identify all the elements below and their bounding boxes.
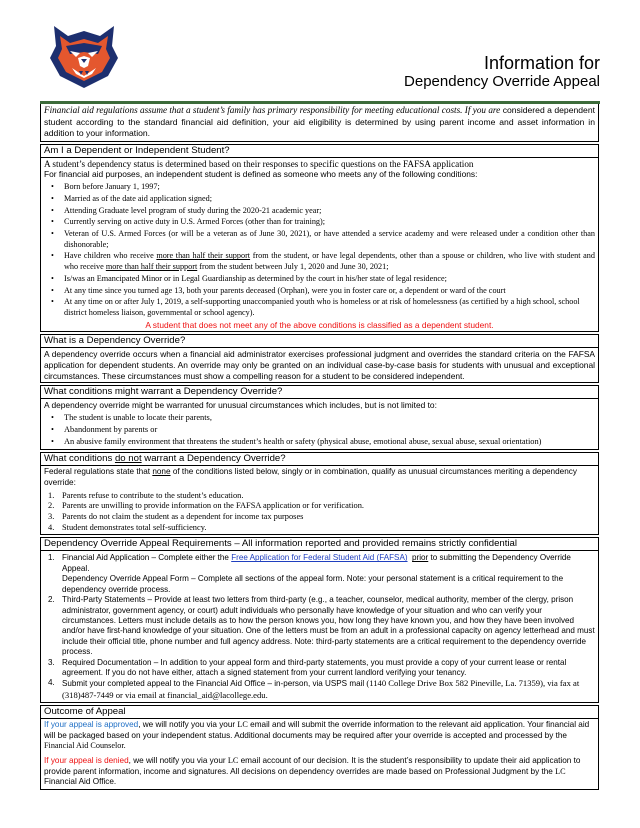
approved-paragraph xyxy=(44,720,595,752)
item-text: Required Documentation – In addition to your appeal form and third-party statements, you must provide a copy of your current lease or rental agreement. If you do not have either, attach a signed statement from your current landlord verifying your tenancy. xyxy=(62,657,567,677)
college-wildcat-logo xyxy=(48,24,120,90)
children-underline: more than half their support xyxy=(105,262,198,272)
list-item: • At any time on or after July 1, 2019, a self-supporting unaccompanied youth who is homeless or at risk of homelessness (as certified by a high school, school district homeless liaison, governmental or school agency). xyxy=(64,297,595,318)
list-item: • Attending Graduate level program of study during the 2020-21 academic year; xyxy=(64,206,595,217)
list-item: • Currently serving on active duty in U.S. Armed Forces (other than for training); xyxy=(64,217,595,228)
children-underline: more than half their support xyxy=(156,251,251,261)
denied-paragraph xyxy=(44,756,595,788)
children-text: from the student, or have legal dependents, other than a spouse or children, who live with student and who receive xyxy=(64,251,595,272)
list-item: • An abusive family environment that threatens the student’s health or safety (physical abuse, emotional abuse, sexual abuse, sexual orientation) xyxy=(64,437,595,448)
list-item xyxy=(48,553,595,595)
list-item xyxy=(64,251,595,272)
list-item: • At any time since you turned age 13, both your parents deceased (Orphan), were you in foster care or, a dependent or ward of the court xyxy=(64,286,595,297)
item-number: 4. xyxy=(48,678,55,688)
appeal-form-text: Dependency Override Appeal Form – Complete all sections of the appeal form. Note: your personal statement is a critical requirement to the dependency override process. xyxy=(62,574,564,594)
dependent-p2: For financial aid purposes, an independent student is defined as someone who meets any of the following conditions: xyxy=(44,169,478,180)
list-item: • Born before January 1, 1997; xyxy=(64,182,595,193)
outcome-text: LC xyxy=(237,720,248,730)
item-text: Parents are unwilling to provide information on the FAFSA application or for verification. xyxy=(62,501,364,511)
title-line-2: Dependency Override Appeal xyxy=(404,73,600,90)
list-item xyxy=(48,595,595,657)
item-text: – Complete either the xyxy=(149,553,232,563)
item-address: (1140 College Drive Box 582 Pineville, La. 71359), via fax at (318)487-7449 or via email at financial_aid@lacollege.edu. xyxy=(62,678,580,700)
item-label: Financial Aid Application xyxy=(62,553,150,563)
list-item xyxy=(48,657,595,679)
list-item: • Abandonment by parents or xyxy=(64,425,595,436)
outcome-text: LC xyxy=(227,755,239,765)
not-warrant-section xyxy=(40,466,599,535)
list-item: • Married as of the date aid application signed; xyxy=(64,194,595,205)
warrant-heading: What conditions might warrant a Dependency Override? xyxy=(40,385,599,399)
independent-conditions-list xyxy=(44,182,595,318)
not-warrant-list xyxy=(44,491,595,534)
document-title xyxy=(404,53,600,91)
dependent-note: A student that does not meet any of the above conditions is classified as a dependent student. xyxy=(145,319,494,330)
item-text: Student demonstrates total self-sufficiency. xyxy=(62,522,207,532)
children-text: Have children who receive xyxy=(64,251,157,261)
intro-italic: Financial aid regulations assume that a student’s family has primary responsibility for meeting educational costs. If you are xyxy=(44,105,501,115)
override-heading: What is a Dependency Override? xyxy=(40,334,599,348)
children-text: from the student between July 1, 2020 and June 30, 2021; xyxy=(197,262,389,272)
outcome-text: Financial Aid Counselor. xyxy=(44,741,126,751)
heading-text: warrant a Dependency Override? xyxy=(141,453,286,465)
item-number: 2. xyxy=(48,595,55,605)
item-underline: prior xyxy=(412,553,429,563)
item-number: 1. xyxy=(48,553,55,563)
document-body xyxy=(40,104,599,790)
title-line-1: Information for xyxy=(483,53,600,73)
override-definition: A dependency override occurs when a financial aid administrator exercises professional judgment and overrides the standard criteria on the FAFSA application for dependent students. An override may only be granted on an individual case-by-case basis for students with unusual and exceptional circumstances. These circumstances must show a compelling reason for a student to be considered independent. xyxy=(40,348,599,383)
outcome-text: , we will notify you via your xyxy=(138,720,238,730)
warrant-lead: A dependency override might be warranted for unusual circumstances which includes, but is not limited to: xyxy=(44,400,437,411)
item-number: 1. xyxy=(48,490,55,500)
requirements-section xyxy=(40,551,599,703)
list-item xyxy=(48,501,595,512)
list-item xyxy=(48,678,595,701)
outcome-text: Financial Aid Office. xyxy=(44,777,117,787)
item-number: 4. xyxy=(48,522,55,532)
warrant-section xyxy=(40,399,599,450)
item-text: Third-Party Statements – Provide at least two letters from third-party (e.g., a teacher, counselor, medical authority, member of the clergy, prison administrator, government agency, or court) adult individuals who personally have knowledge of your situation and who can verify your circumstances. Letters must include details as to how the person knows you, how long they have known you, and how they have been involved and/or have first-hand knowledge of your situation. One of the letters must be from an adult in a professional capacity on agency letterhead and must include their official title, phone number and full agency address. Note: third-party statements are a critical requirement to the dependency override process. xyxy=(62,595,595,657)
lead-text: of the conditions listed below, singly or in combination, qualify as unusual circumstances meriting a dependency override: xyxy=(44,467,577,487)
list-item xyxy=(48,490,595,502)
heading-underline: do not xyxy=(114,453,142,465)
dependent-p1: A student’s dependency status is determined based on their responses to specific questions on the FAFSA application xyxy=(44,158,474,169)
denied-lead: If your appeal is denied xyxy=(44,755,129,765)
lead-text: Federal regulations state that xyxy=(44,467,153,477)
outcome-text: , we will notify you via your xyxy=(128,755,228,765)
fafsa-link[interactable]: Free Application for Federal Student Aid (FAFSA) xyxy=(231,553,408,563)
outcome-section xyxy=(40,719,599,790)
outcome-text: email and will submit the override information to the relevant aid application. Your financial aid will be packaged based on your independent status. Additional documents may be required after your override is accepted and processed by the xyxy=(44,720,590,740)
list-item: • Is/was an Emancipated Minor or in Legal Guardianship as determined by the court in his/her state of legal residence; xyxy=(64,274,595,285)
not-warrant-heading xyxy=(40,452,599,466)
list-item xyxy=(48,512,595,523)
item-number: 3. xyxy=(48,512,55,522)
not-warrant-lead xyxy=(44,467,595,488)
approved-lead: If your appeal is approved xyxy=(44,720,139,730)
item-text: Submit your completed appeal to the Financial Aid Office – in-person, via USPS mail xyxy=(62,679,367,689)
dependent-heading: Am I a Dependent or Independent Student? xyxy=(40,144,599,158)
list-item: • Veteran of U.S. Armed Forces (or will be a veteran as of June 30, 2021), or have attended a service academy and were released under a condition other than dishonorable; xyxy=(64,229,595,250)
requirements-heading: Dependency Override Appeal Requirements – All information reported and provided remains strictly confidential xyxy=(40,537,599,551)
item-number: 2. xyxy=(48,501,55,511)
list-item xyxy=(48,522,595,534)
lead-underline: none xyxy=(152,467,171,477)
item-text: Parents refuse to contribute to the student’s education. xyxy=(62,490,244,500)
dependent-section xyxy=(40,158,599,333)
outcome-text: LC xyxy=(555,766,566,776)
heading-text: What conditions xyxy=(44,453,115,465)
item-text: Parents do not claim the student as a dependent for income tax purposes xyxy=(62,512,304,522)
warrant-list xyxy=(44,413,595,447)
outcome-text: email account of our decision. It is the student’s responsibility to update their aid application to provide parent information, income and signatures. All decisions on dependency overrides are made based on Professional Judgment by the xyxy=(44,755,581,776)
item-number: 3. xyxy=(48,657,55,667)
list-item: • The student is unable to locate their parents, xyxy=(64,413,595,424)
outcome-heading: Outcome of Appeal xyxy=(40,705,599,719)
requirements-list xyxy=(44,553,595,701)
item-text: to submitting the Dependency Override Appeal. xyxy=(62,553,571,573)
intro-rest: considered a dependent student according to the standard financial aid definition, your aid eligibility is determined by using parent income and asset information in addition to your information. xyxy=(44,105,595,139)
intro-paragraph xyxy=(40,104,599,142)
